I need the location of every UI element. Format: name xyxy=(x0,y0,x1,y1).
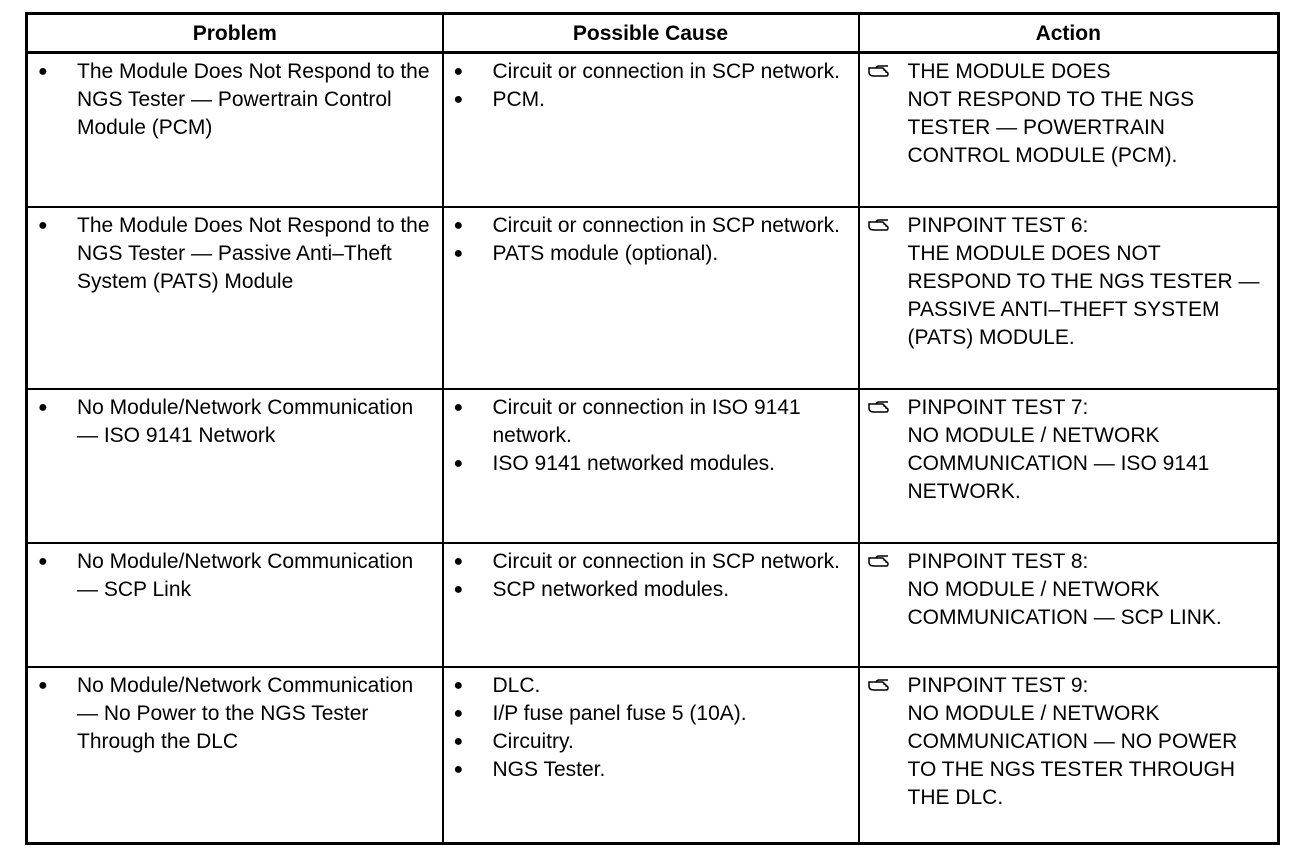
cause-text: NGS Tester. xyxy=(492,758,606,781)
bullet-item xyxy=(450,728,850,756)
cause-text: PCM. xyxy=(492,88,545,111)
bullet-icon: ● xyxy=(453,455,464,472)
table-row xyxy=(27,543,1279,667)
bullet-icon: ● xyxy=(453,733,464,750)
action-item xyxy=(866,58,1270,170)
bullet-item xyxy=(34,394,434,450)
cause-text: SCP networked modules. xyxy=(492,578,730,601)
problem-cell xyxy=(27,667,443,844)
table-row xyxy=(27,389,1279,543)
bullet-item xyxy=(450,450,850,478)
cause-cell xyxy=(443,53,859,208)
header-problem: Problem xyxy=(27,14,443,53)
header-possible-cause: Possible Cause xyxy=(443,14,859,53)
table-row xyxy=(27,207,1279,389)
pointing-hand-icon xyxy=(866,548,908,576)
action-text: PINPOINT TEST 9: NO MODULE / NETWORK COMMUNICATION — NO POWER TO THE NGS TESTER THROUGH THE DLC. xyxy=(907,674,1238,809)
cause-cell xyxy=(443,543,859,667)
problem-cell xyxy=(27,53,443,208)
problem-cell xyxy=(27,389,443,543)
pointing-hand-icon xyxy=(866,58,908,86)
bullet-item xyxy=(34,672,434,756)
bullet-icon: ● xyxy=(453,553,464,570)
bullet-icon: ● xyxy=(38,553,48,570)
bullet-item xyxy=(450,672,850,700)
bullet-item xyxy=(450,576,850,604)
bullet-item xyxy=(450,86,850,114)
cause-text: Circuit or connection in ISO 9141 network. xyxy=(492,396,801,447)
header-action: Action xyxy=(859,14,1279,53)
action-item xyxy=(866,394,1270,506)
pointing-hand-icon xyxy=(866,672,908,700)
table-row xyxy=(27,667,1279,844)
cause-text: Circuit or connection in SCP network. xyxy=(492,60,840,83)
bullet-icon: ● xyxy=(453,91,464,108)
action-item xyxy=(866,548,1270,632)
bullet-item xyxy=(450,700,850,728)
cause-text: PATS module (optional). xyxy=(492,242,719,265)
bullet-item xyxy=(450,394,850,450)
action-cell xyxy=(859,53,1279,208)
action-text: PINPOINT TEST 7: NO MODULE / NETWORK COMMUNICATION — ISO 9141 NETWORK. xyxy=(907,396,1210,503)
bullet-icon: ● xyxy=(453,245,464,262)
action-cell xyxy=(859,543,1279,667)
table-row xyxy=(27,53,1279,208)
problem-cell xyxy=(27,543,443,667)
problem-text: No Module/Network Communication — SCP Link xyxy=(77,550,414,601)
bullet-item xyxy=(450,240,850,268)
bullet-icon: ● xyxy=(453,399,464,416)
cause-cell xyxy=(443,389,859,543)
action-text: PINPOINT TEST 8: NO MODULE / NETWORK COMMUNICATION — SCP LINK. xyxy=(907,550,1222,629)
action-cell xyxy=(859,207,1279,389)
bullet-item xyxy=(450,756,850,784)
cause-cell xyxy=(443,207,859,389)
pointing-hand-icon xyxy=(866,212,908,240)
bullet-icon: ● xyxy=(38,217,48,234)
problem-text: No Module/Network Communication — No Power to the NGS Tester Through the DLC xyxy=(77,674,414,753)
pointing-hand-icon xyxy=(866,394,908,422)
action-cell xyxy=(859,389,1279,543)
bullet-icon: ● xyxy=(453,677,464,694)
bullet-icon: ● xyxy=(38,399,48,416)
bullet-icon: ● xyxy=(453,761,464,778)
action-item xyxy=(866,672,1270,812)
bullet-icon: ● xyxy=(38,677,48,694)
cause-text: Circuitry. xyxy=(492,730,574,753)
bullet-item xyxy=(34,548,434,604)
cause-text: Circuit or connection in SCP network. xyxy=(492,550,840,573)
problem-cell xyxy=(27,207,443,389)
bullet-item xyxy=(34,212,434,296)
action-text: PINPOINT TEST 6: THE MODULE DOES NOT RESPOND TO THE NGS TESTER — PASSIVE ANTI–THEFT SYSTEM (PATS) MODULE. xyxy=(907,214,1260,349)
problem-text: No Module/Network Communication — ISO 9141 Network xyxy=(77,396,414,447)
cause-text: I/P fuse panel fuse 5 (10A). xyxy=(492,702,747,725)
problem-text: The Module Does Not Respond to the NGS Tester — Passive Anti–Theft System (PATS) Module xyxy=(77,214,430,293)
action-item xyxy=(866,212,1270,352)
cause-cell xyxy=(443,667,859,844)
cause-text: ISO 9141 networked modules. xyxy=(492,452,775,475)
diagnostic-table xyxy=(25,12,1280,845)
cause-text: DLC. xyxy=(492,674,541,697)
problem-text: The Module Does Not Respond to the NGS Tester — Powertrain Control Module (PCM) xyxy=(77,60,430,139)
bullet-icon: ● xyxy=(38,63,48,80)
action-cell xyxy=(859,667,1279,844)
action-text: THE MODULE DOES NOT RESPOND TO THE NGS TESTER — POWERTRAIN CONTROL MODULE (PCM). xyxy=(907,60,1195,167)
bullet-icon: ● xyxy=(453,581,464,598)
bullet-icon: ● xyxy=(453,217,464,234)
cause-text: Circuit or connection in SCP network. xyxy=(492,214,840,237)
bullet-item xyxy=(450,212,850,240)
header-row xyxy=(27,14,1279,53)
bullet-item xyxy=(450,548,850,576)
bullet-icon: ● xyxy=(453,63,464,80)
bullet-icon: ● xyxy=(453,705,464,722)
bullet-item xyxy=(450,58,850,86)
bullet-item xyxy=(34,58,434,142)
